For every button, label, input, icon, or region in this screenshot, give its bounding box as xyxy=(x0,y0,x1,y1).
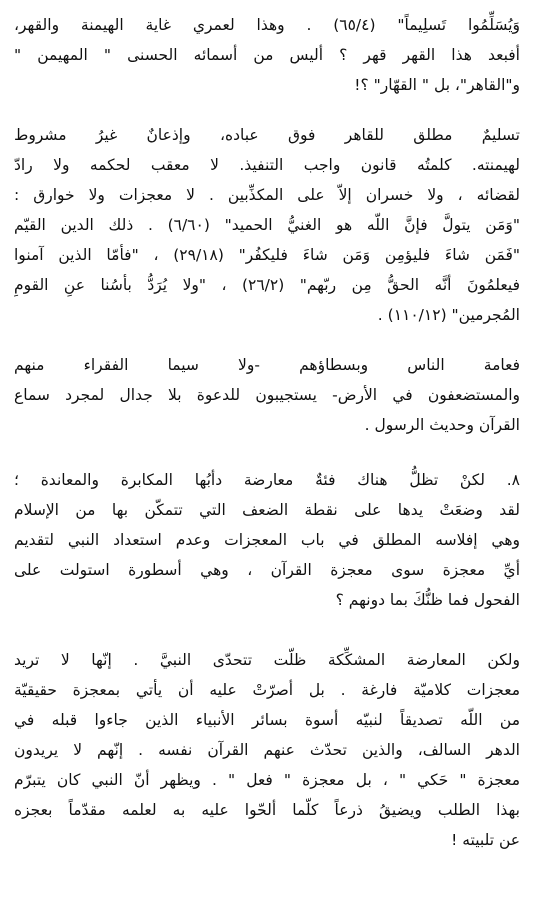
text-line: والمستضعفون في الأرض- يستجيبون للدعوة بلا جدال لمجرد سماع xyxy=(14,386,520,404)
text-line: أفبعد هذا القهر قهر ؟ أليس من أسمائه الحسنى " المهيمن " xyxy=(14,46,520,64)
text-line: لهيمنته. كلمتُه قانون واجب التنفيذ. لا معقب لحكمه ولا رادّ xyxy=(14,156,520,174)
text-line: من اللّه تصديقاً لنبيّه أسوة بسائر الأنبياء الذين جاءوا قبله في xyxy=(14,711,520,729)
text-line: "فَمَن شاءَ فليؤمِن وَمَن شاءَ فليكفُر" (٢٩/١٨) ، "فأمّا الذين آمنوا xyxy=(14,246,520,264)
text-line: المُجرمين" (١١٠/١٢) . xyxy=(377,306,520,324)
text-line: لقد وضعَتْ يدها على نقطة الضعف التي تتمكّن بها من الإسلام xyxy=(14,501,520,519)
text-line: بهذا الطلب ويضيقُ ذرعاً كلّما ألحّوا عليه به لعلمه مقدّماً بعجزه xyxy=(14,801,520,819)
text-line: لقضائه ، ولا خسران إلاّ على المكذِّبين . لا معجزات ولا خوارق : xyxy=(14,186,520,204)
text-line: القرآن وحديث الرسول . xyxy=(364,416,520,434)
text-line: الفحول فما ظنُّكَ بما دونهم ؟ xyxy=(335,591,520,609)
text-line: الدهر السالف، والذين تحدّث عنهم القرآن نفسه . إنّهم لا يريدون xyxy=(14,741,520,759)
text-line: فيعلمُونَ أنَّه الحقُّ مِن ربّهم" (٢٦/٢) ، "ولا يُرَدُّ بأسُنا عنِ القومِ xyxy=(14,276,520,294)
text-line: وهي إفلاسه المطلق في باب المعجزات وعدم استعداد النبي لتقديم xyxy=(14,531,520,549)
text-line: أيِّ معجزة سوى معجزة القرآن ، وهي أسطورة استولت على xyxy=(14,561,520,579)
text-line: ولكن المعارضة المشكِّكة ظلّت تتحدّى النبيَّ . إنّها لا تريد xyxy=(14,651,520,669)
text-line: معجزة " حَكي " ، بل معجزة " فعل " . ويظهر أنّ النبي كان يتبرّم xyxy=(14,771,520,789)
text-line: "وَمَن يتولَّ فإنَّ اللّه هو الغنيُّ الحميد" (٦/٦٠) . ذلك الدين القيّم xyxy=(14,216,520,234)
text-line: تسليمٌ مطلق للقاهر فوق عباده، وإذعانٌ غيرُ مشروط xyxy=(14,126,520,144)
text-line: وَيُسَلِّمُوا تَسلِيماً" (٦٥/٤) . وهذا لعمري غاية الهيمنة والقهر، xyxy=(14,16,520,34)
text-line: فعامة الناس وبسطاؤهم -ولا سيما الفقراء منهم xyxy=(14,356,520,374)
text-line: و"القاهر"، بل " القهّار" ؟! xyxy=(354,76,520,94)
text-line: ٨. لكنْ تظلُّ هناك فئةٌ معارضة دأبُها المكابرة والمعاندة ؛ xyxy=(14,471,520,489)
text-line: معجزات كلاميّة فارغة . بل أصرّتْ عليه أن يأتي بمعجزة حقيقيّة xyxy=(14,681,520,699)
text-line: عن تلبيته ! xyxy=(451,831,520,849)
